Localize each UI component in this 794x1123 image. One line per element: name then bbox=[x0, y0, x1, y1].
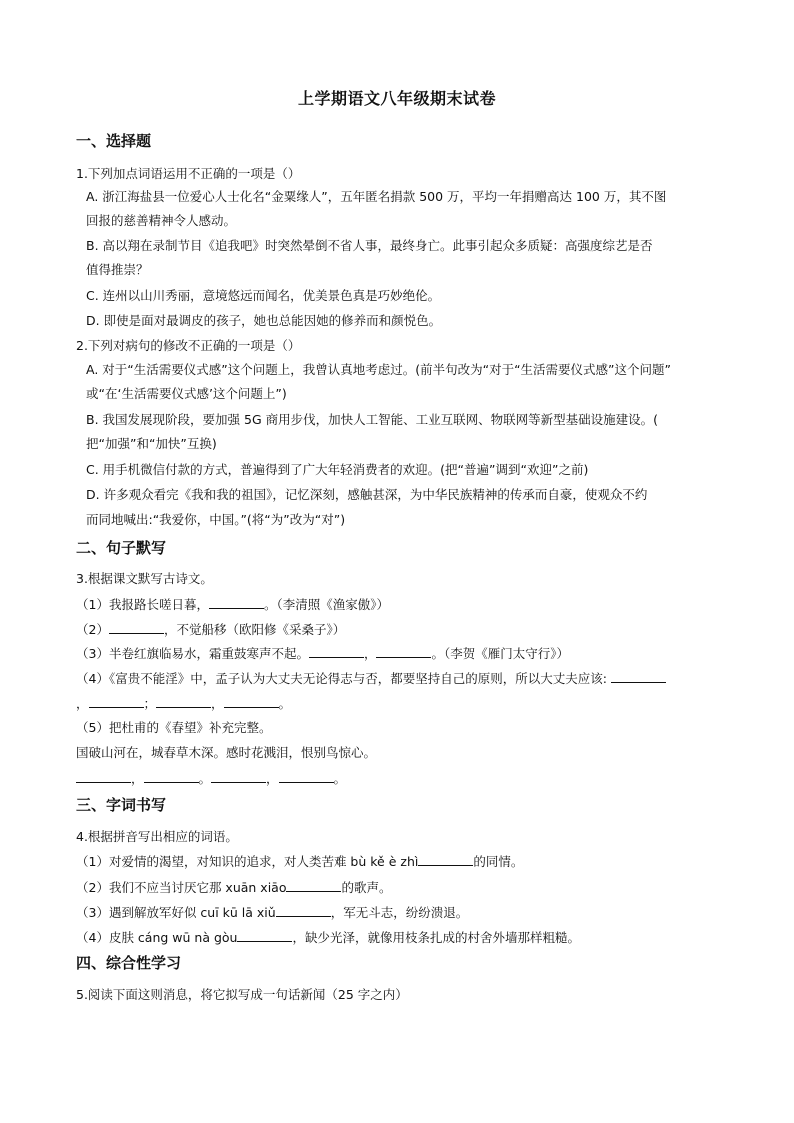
question-4-item-1: （1）对爱情的渴望，对知识的追求，对人类苦难 bù kě è zhì 的同情。 bbox=[76, 854, 524, 869]
question-4-item-3: （3）遇到解放军好似 cuī kū lā xiǔ ，军无斗志，纷纷溃退。 bbox=[76, 905, 469, 920]
question-3-item-2: （2） ，不觉船移（欧阳修《采桑子》） bbox=[76, 622, 346, 637]
question-1-option-a-cont: 回报的慈善精神令人感动。 bbox=[86, 213, 237, 228]
answer-blank[interactable] bbox=[76, 770, 131, 783]
answer-blank[interactable] bbox=[286, 879, 341, 892]
answer-blank[interactable] bbox=[279, 770, 334, 783]
question-5-stem: 5.阅读下面这则消息，将它拟写成一句话新闻（25 字之内） bbox=[76, 987, 408, 1002]
question-2-option-a: A. 对于“生活需要仪式感”这个问题上，我曾认真地考虑过。(前半句改为“对于“生活需要仪式感”这个问题” bbox=[86, 362, 672, 377]
question-3-item-3: （3）半卷红旗临易水，霜重鼓寒声不起。 ， 。（李贺《雁门太守行》） bbox=[76, 646, 569, 661]
question-2-option-d-cont: 而同地喊出:“我爱你，中国。”(将“为”改为“对”) bbox=[86, 512, 346, 527]
answer-blank[interactable] bbox=[309, 645, 364, 658]
question-3-item-1: （1）我报路长嗟日暮， 。（李清照《渔家傲》） bbox=[76, 597, 389, 612]
question-4-stem: 4.根据拼音写出相应的词语。 bbox=[76, 829, 238, 844]
poem-blanks: ， 。 ， 。 bbox=[76, 770, 346, 787]
question-2-option-d: D. 许多观众看完《我和我的祖国》，记忆深刻，感触甚深，为中华民族精神的传承而自豪，使观众不约 bbox=[86, 487, 648, 502]
section-heading-recitation: 二、句子默写 bbox=[76, 539, 167, 557]
question-2-option-a-cont: 或“在‘生活需要仪式感’这个问题上”) bbox=[86, 386, 287, 401]
question-1-option-a: A. 浙江海盐县一位爱心人士化名“金粟缘人”，五年匿名捐款 500 万，平均一年捐赠高达 100 万，其不图 bbox=[86, 189, 667, 204]
section-heading-writing: 三、字词书写 bbox=[76, 796, 167, 814]
question-2-option-c: C. 用手机微信付款的方式，普遍得到了广大年轻消费者的欢迎。(把“普遍”调到“欢迎”之前) bbox=[86, 462, 589, 477]
question-2-stem: 2.下列对病句的修改不正确的一项是（） bbox=[76, 338, 301, 353]
question-2-option-b-cont: 把“加强”和“加快”互换) bbox=[86, 436, 217, 451]
question-2-option-b: B. 我国发展现阶段，要加强 5G 商用步伐，加快人工智能、工业互联网、物联网等新型基础设施建设。( bbox=[86, 412, 658, 427]
page-title: 上学期语文八年级期末试卷 bbox=[297, 89, 496, 108]
question-3-item-5: （5）把杜甫的《春望》补充完整。 bbox=[76, 720, 272, 735]
question-3-item-4-blanks: ， ； ， 。 bbox=[76, 696, 292, 711]
answer-blank[interactable] bbox=[109, 621, 164, 634]
answer-blank[interactable] bbox=[376, 645, 431, 658]
question-4-item-4: （4）皮肤 cáng wū nà gòu ，缺少光泽，就像用枝条扎成的村舍外墙那样粗糙。 bbox=[76, 930, 580, 945]
answer-blank[interactable] bbox=[237, 929, 292, 942]
answer-blank[interactable] bbox=[144, 770, 199, 783]
question-1-option-c: C. 连州以山川秀丽，意境悠远而闻名，优美景色真是巧妙绝伦。 bbox=[86, 288, 441, 303]
answer-blank[interactable] bbox=[156, 695, 211, 708]
question-4-item-2: （2）我们不应当讨厌它那 xuān xiāo 的歌声。 bbox=[76, 880, 392, 895]
answer-blank[interactable] bbox=[611, 670, 666, 683]
section-heading-integrated: 四、综合性学习 bbox=[76, 954, 182, 972]
section-heading-choice: 一、选择题 bbox=[76, 132, 152, 150]
answer-blank[interactable] bbox=[89, 695, 144, 708]
answer-blank[interactable] bbox=[209, 596, 264, 609]
answer-blank[interactable] bbox=[211, 770, 266, 783]
question-3-item-4: （4）《富贵不能淫》中，孟子认为大丈夫无论得志与否，都要坚持自己的原则，所以大丈夫应该: bbox=[76, 670, 666, 687]
answer-blank[interactable] bbox=[224, 695, 279, 708]
question-1-option-b: B. 高以翔在录制节目《追我吧》时突然晕倒不省人事，最终身亡。此事引起众多质疑：高强度综艺是否 bbox=[86, 238, 653, 253]
question-3-stem: 3.根据课文默写古诗文。 bbox=[76, 571, 213, 586]
poem-text: 国破山河在，城春草木深。感时花溅泪，恨别鸟惊心。 bbox=[76, 745, 377, 760]
answer-blank[interactable] bbox=[418, 853, 473, 866]
question-1-stem: 1.下列加点词语运用不正确的一项是（） bbox=[76, 166, 301, 181]
question-1-option-d: D. 即使是面对最调皮的孩子，她也总能因她的修养而和颜悦色。 bbox=[86, 313, 442, 328]
question-1-option-b-cont: 值得推崇？ bbox=[86, 262, 149, 277]
answer-blank[interactable] bbox=[276, 904, 331, 917]
